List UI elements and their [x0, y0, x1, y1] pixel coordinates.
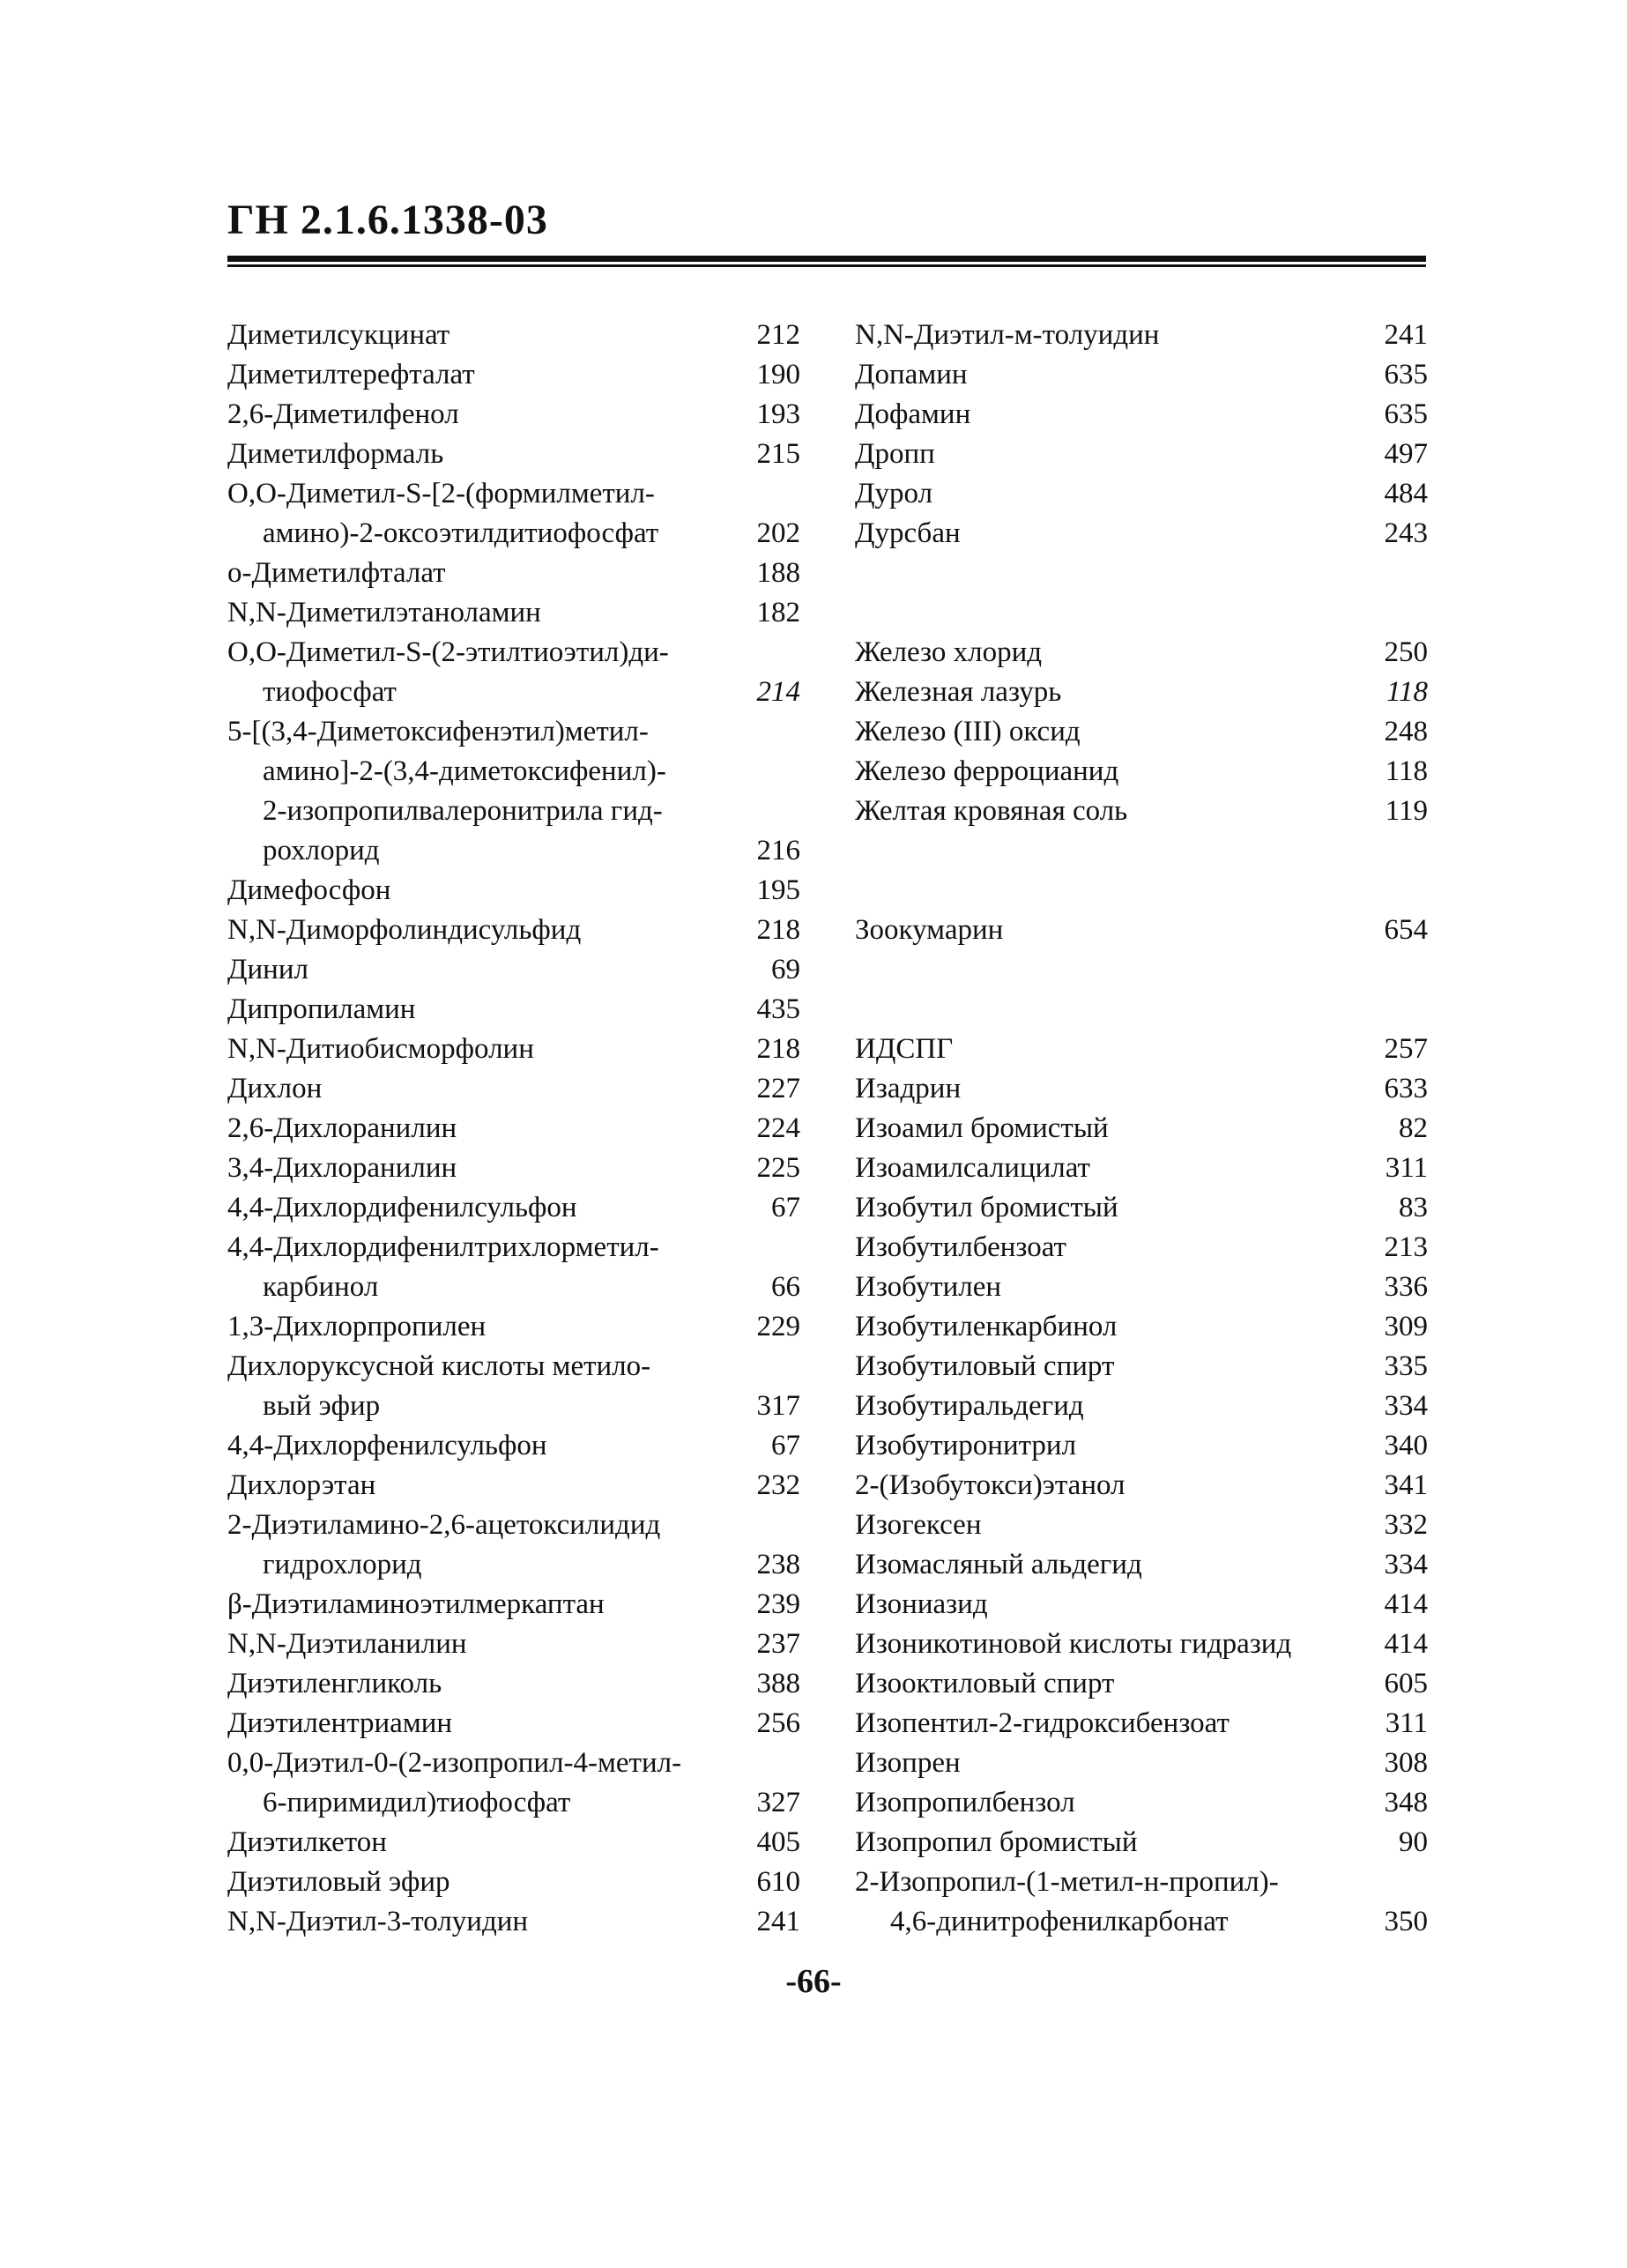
index-entry-name: Изобутилбензоат: [855, 1231, 1066, 1263]
index-entry: [855, 1387, 1428, 1426]
index-column-left: [227, 316, 800, 1942]
index-entry: [855, 950, 1428, 990]
index-entry-name: Изобутиронитрил: [855, 1430, 1077, 1461]
index-entry-page: 216: [756, 835, 800, 866]
index-entry: [855, 752, 1428, 792]
index-entry: [227, 355, 800, 395]
index-entry-name: Железо (III) оксид: [855, 716, 1081, 747]
index-entry: [855, 316, 1428, 355]
index-entry-name: Изооктиловый спирт: [855, 1668, 1115, 1699]
index-entry-name: 4,4-Дихлорфенилсульфон: [227, 1430, 547, 1461]
index-entry-page: 195: [756, 874, 800, 906]
index-entry-page: 67: [771, 1430, 800, 1461]
index-entry-name: Изопрен: [855, 1747, 961, 1779]
index-entry-name: Дихлон: [227, 1073, 323, 1104]
index-entry: [855, 1506, 1428, 1545]
index-entry-name: О,О-Диметил-S-(2-этилтиоэтил)ди-: [227, 636, 669, 668]
index-entry-name: Изоникотиновой кислоты гидразид: [855, 1628, 1292, 1660]
index-entry: [227, 395, 800, 435]
index-entry-page: 90: [1399, 1826, 1428, 1858]
index-entry-name: Диметилсукцинат: [227, 319, 450, 351]
index-entry: [227, 593, 800, 633]
index-entry-name: о-Диметилфталат: [227, 557, 446, 589]
index-entry-name: Изоамил бромистый: [855, 1112, 1109, 1144]
index-entry-name: Изобутиленкарбинол: [855, 1311, 1118, 1342]
index-entry-name: Железо ферроцианид: [855, 755, 1119, 787]
index-entry: [227, 435, 800, 474]
index-entry-name: 2-изопропилвалеронитрила гид-: [263, 795, 663, 827]
index-entry-name: амино)-2-оксоэтилдитиофосфат: [263, 517, 659, 549]
index-entry-name: рохлорид: [263, 835, 380, 866]
index-entry: [227, 1030, 800, 1069]
index-entry-name: Дипропиламин: [227, 993, 416, 1025]
index-entry-page: 248: [1384, 716, 1428, 747]
index-entry: [227, 1704, 800, 1744]
index-entry: [227, 1506, 800, 1545]
index-entry: [855, 1228, 1428, 1268]
index-entry-page: 484: [1384, 478, 1428, 509]
index-entry: [227, 1625, 800, 1664]
index-entry-name: Изобутиловый спирт: [855, 1350, 1115, 1382]
index-entry: [227, 712, 800, 752]
index-entry-page: 82: [1399, 1112, 1428, 1144]
index-entry-page: 257: [1384, 1033, 1428, 1065]
index-entry: [227, 1863, 800, 1902]
index-entry: [227, 1387, 800, 1426]
index-entry-name: ИДСПГ: [855, 1033, 954, 1065]
index-entry-page: 66: [771, 1271, 800, 1303]
index-entry-name: Изониазид: [855, 1588, 988, 1620]
index-entry-page: 218: [756, 1033, 800, 1065]
index-entry: [855, 1744, 1428, 1783]
index-entry-page: 213: [1384, 1231, 1428, 1263]
index-entry: [855, 990, 1428, 1030]
index-entry-page: 69: [771, 954, 800, 985]
index-entry: [855, 1545, 1428, 1585]
index-entry-page: 348: [1384, 1787, 1428, 1818]
index-entry-page: 118: [1386, 676, 1428, 708]
index-entry-page: 414: [1384, 1588, 1428, 1620]
index-entry-page: 635: [1384, 359, 1428, 390]
index-entry-page: 311: [1385, 1707, 1428, 1739]
index-entry: [855, 593, 1428, 633]
index-entry: [227, 1783, 800, 1823]
index-entry: [227, 792, 800, 831]
index-entry: [227, 1902, 800, 1942]
index-entry: [855, 1823, 1428, 1863]
index-entry-name: Изогексен: [855, 1509, 982, 1541]
index-entry: [855, 1149, 1428, 1188]
index-entry-name: Изобутиральдегид: [855, 1390, 1084, 1422]
index-entry-name: амино]-2-(3,4-диметоксифенил)-: [263, 755, 666, 787]
index-entry-name: Диэтиловый эфир: [227, 1866, 450, 1898]
index-entry-name: О,О-Диметил-S-[2-(формилметил-: [227, 478, 655, 509]
index-entry-name: Железо хлорид: [855, 636, 1043, 668]
index-entry-name: вый эфир: [263, 1390, 381, 1422]
index-entry: [855, 911, 1428, 950]
index-entry-name: Дурсбан: [855, 517, 961, 549]
index-entry-page: 218: [756, 914, 800, 946]
index-entry: [855, 554, 1428, 593]
index-entry-page: 118: [1385, 755, 1428, 787]
index-entry-name: Димефосфон: [227, 874, 391, 906]
index-entry-page: 340: [1384, 1430, 1428, 1461]
index-entry-name: 2-Диэтиламино-2,6-ацетоксилидид: [227, 1509, 661, 1541]
index-entry-name: 2,6-Диметилфенол: [227, 398, 459, 430]
index-entry: [855, 673, 1428, 712]
index-entry-page: 83: [1399, 1192, 1428, 1223]
index-entry: [855, 1863, 1428, 1902]
index-entry: [855, 831, 1428, 871]
index-entry-name: N,N-Диэтил-м-толуидин: [855, 319, 1160, 351]
index-entry-page: 239: [756, 1588, 800, 1620]
index-entry: [855, 1585, 1428, 1625]
index-entry-name: Дихлоруксусной кислоты метило-: [227, 1350, 651, 1382]
index-entry-page: 182: [756, 597, 800, 628]
index-entry-name: Изобутил бромистый: [855, 1192, 1118, 1223]
index-entry-name: Дихлорэтан: [227, 1469, 376, 1501]
index-entry: [227, 1069, 800, 1109]
index-entry-page: 335: [1384, 1350, 1428, 1382]
index-entry-page: 414: [1384, 1628, 1428, 1660]
index-entry: [227, 1466, 800, 1506]
index-entry-name: Изопропилбензол: [855, 1787, 1075, 1818]
index-entry: [227, 514, 800, 554]
index-entry-name: Изопентил-2-гидроксибензоат: [855, 1707, 1230, 1739]
index-entry-page: 497: [1384, 438, 1428, 470]
index-entry: [855, 712, 1428, 752]
index-entry: [227, 1188, 800, 1228]
index-entry-name: Изобутилен: [855, 1271, 1002, 1303]
index-entry-name: Диметилформаль: [227, 438, 444, 470]
index-entry: [227, 1268, 800, 1307]
index-entry-name: N,N-Диморфолиндисульфид: [227, 914, 582, 946]
index-entry: [227, 1823, 800, 1863]
index-entry-name: Диэтилкетон: [227, 1826, 387, 1858]
index-entry: [227, 633, 800, 673]
index-entry: [855, 1307, 1428, 1347]
index-entry-page: 311: [1385, 1152, 1428, 1184]
index-entry: [855, 633, 1428, 673]
index-entry-name: Допамин: [855, 359, 968, 390]
index-entry-name: N,N-Диэтил-3-толуидин: [227, 1906, 529, 1937]
index-entry-page: 225: [756, 1152, 800, 1184]
index-entry-page: 188: [756, 557, 800, 589]
index-entry-page: 193: [756, 398, 800, 430]
index-entry: [227, 950, 800, 990]
index-entry: [855, 1625, 1428, 1664]
index-entry: [855, 1109, 1428, 1149]
index-entry-name: Изомасляный альдегид: [855, 1549, 1142, 1580]
index-entry-page: 67: [771, 1192, 800, 1223]
index-entry-name: 3,4-Дихлоранилин: [227, 1152, 457, 1184]
index-entry-page: 332: [1384, 1509, 1428, 1541]
index-entry-name: Дофамин: [855, 398, 971, 430]
index-entry-page: 229: [756, 1311, 800, 1342]
index-entry-page: 435: [756, 993, 800, 1025]
index-entry: [227, 752, 800, 792]
index-entry-name: Диэтиленгликоль: [227, 1668, 442, 1699]
index-entry: [227, 1307, 800, 1347]
index-entry-name: Железная лазурь: [855, 676, 1062, 708]
index-entry-page: 327: [756, 1787, 800, 1818]
index-entry: [227, 474, 800, 514]
index-entry: [227, 1109, 800, 1149]
index-entry: [227, 1149, 800, 1188]
index-entry: [855, 1902, 1428, 1942]
index-entry-name: Дурол: [855, 478, 933, 509]
index-entry-page: 633: [1384, 1073, 1428, 1104]
index-entry-page: 214: [756, 676, 800, 708]
index-entry-name: Диметилтерефталат: [227, 359, 475, 390]
index-entry-page: 212: [756, 319, 800, 351]
index-entry: [855, 1664, 1428, 1704]
index-entry: [855, 395, 1428, 435]
index-entry-page: 243: [1384, 517, 1428, 549]
index-entry-name: 0,0-Диэтил-0-(2-изопропил-4-метил-: [227, 1747, 682, 1779]
index-entry-name: Дропп: [855, 438, 935, 470]
index-entry-page: 190: [756, 359, 800, 390]
index-entry: [855, 792, 1428, 831]
index-entry-page: 238: [756, 1549, 800, 1580]
index-entry: [855, 1268, 1428, 1307]
index-entry-page: 388: [756, 1668, 800, 1699]
index-entry: [227, 1545, 800, 1585]
index-entry: [855, 1188, 1428, 1228]
index-entry-page: 241: [1384, 319, 1428, 351]
index-entry-name: 5-[(3,4-Диметоксифенэтил)метил-: [227, 716, 649, 747]
index-entry: [855, 474, 1428, 514]
index-entry: [227, 316, 800, 355]
index-entry: [855, 514, 1428, 554]
index-entry: [227, 1228, 800, 1268]
index-entry-name: тиофосфат: [263, 676, 397, 708]
index-entry: [855, 355, 1428, 395]
header-rule-thick: [227, 256, 1426, 262]
index-entry-name: Зоокумарин: [855, 914, 1004, 946]
index-entry-name: 1,3-Дихлорпропилен: [227, 1311, 487, 1342]
index-entry: [227, 554, 800, 593]
index-entry-page: 250: [1384, 636, 1428, 668]
index-entry-page: 605: [1384, 1668, 1428, 1699]
index-entry: [227, 1426, 800, 1466]
index-entry-page: 256: [756, 1707, 800, 1739]
index-entry-name: 4,4-Дихлордифенилтрихлорметил-: [227, 1231, 659, 1263]
index-entry-page: 227: [756, 1073, 800, 1104]
index-entry-page: 654: [1384, 914, 1428, 946]
index-entry: [855, 1466, 1428, 1506]
index-entry-name: Динил: [227, 954, 308, 985]
index-entry: [855, 1069, 1428, 1109]
index-entry-name: 4,4-Дихлордифенилсульфон: [227, 1192, 577, 1223]
index-entry-name: 6-пиримидил)тиофосфат: [263, 1787, 571, 1818]
index-entry-page: 341: [1384, 1469, 1428, 1501]
header-rule-thin: [227, 264, 1426, 267]
index-entry: [227, 911, 800, 950]
index-entry-page: 119: [1385, 795, 1428, 827]
index-entry: [227, 673, 800, 712]
index-entry-page: 241: [756, 1906, 800, 1937]
index-entry-page: 334: [1384, 1549, 1428, 1580]
index-entry-page: 336: [1384, 1271, 1428, 1303]
index-entry-page: 308: [1384, 1747, 1428, 1779]
index-entry: [855, 1347, 1428, 1387]
index-entry-name: β-Диэтиламиноэтилмеркаптан: [227, 1588, 605, 1620]
index-entry: [227, 990, 800, 1030]
index-entry-page: 405: [756, 1826, 800, 1858]
index-entry-name: 2-Изопропил-(1-метил-н-пропил)-: [855, 1866, 1279, 1898]
index-entry-name: Диэтилентриамин: [227, 1707, 453, 1739]
index-entry-page: 202: [756, 517, 800, 549]
index-entry: [227, 1585, 800, 1625]
index-entry: [855, 1426, 1428, 1466]
index-entry: [855, 1030, 1428, 1069]
index-entry-name: Изопропил бромистый: [855, 1826, 1138, 1858]
index-entry: [227, 1664, 800, 1704]
index-entry: [855, 1783, 1428, 1823]
index-entry-name: Изоамилсалицилат: [855, 1152, 1090, 1184]
index-entry-name: гидрохлорид: [263, 1549, 422, 1580]
document-header: ГН 2.1.6.1338-03: [227, 197, 548, 243]
index-entry-page: 350: [1384, 1906, 1428, 1937]
index-entry-name: 4,6-динитрофенилкарбонат: [890, 1906, 1229, 1937]
index-entry-page: 215: [756, 438, 800, 470]
index-entry-name: 2,6-Дихлоранилин: [227, 1112, 457, 1144]
index-entry-page: 635: [1384, 398, 1428, 430]
index-entry-page: 317: [756, 1390, 800, 1422]
index-entry-name: Изадрин: [855, 1073, 962, 1104]
index-entry-name: карбинол: [263, 1271, 379, 1303]
index-entry-page: 610: [756, 1866, 800, 1898]
index-entry-page: 334: [1384, 1390, 1428, 1422]
index-entry-name: 2-(Изобутокси)этанол: [855, 1469, 1126, 1501]
index-entry-name: N,N-Диметилэтаноламин: [227, 597, 541, 628]
index-entry-page: 237: [756, 1628, 800, 1660]
index-entry-name: N,N-Диэтиланилин: [227, 1628, 467, 1660]
index-entry-page: 309: [1384, 1311, 1428, 1342]
index-entry-page: 224: [756, 1112, 800, 1144]
index-entry: [855, 435, 1428, 474]
index-entry-name: N,N-Дитиобисморфолин: [227, 1033, 534, 1065]
index-entry: [855, 1704, 1428, 1744]
index-entry: [227, 871, 800, 911]
index-entry-name: Желтая кровяная соль: [855, 795, 1128, 827]
index-entry: [227, 1347, 800, 1387]
page-number: -66-: [785, 1963, 842, 2000]
index-entry: [227, 1744, 800, 1783]
index-entry-page: 232: [756, 1469, 800, 1501]
index-entry: [855, 871, 1428, 911]
index-column-right: [855, 316, 1428, 1942]
index-entry: [227, 831, 800, 871]
